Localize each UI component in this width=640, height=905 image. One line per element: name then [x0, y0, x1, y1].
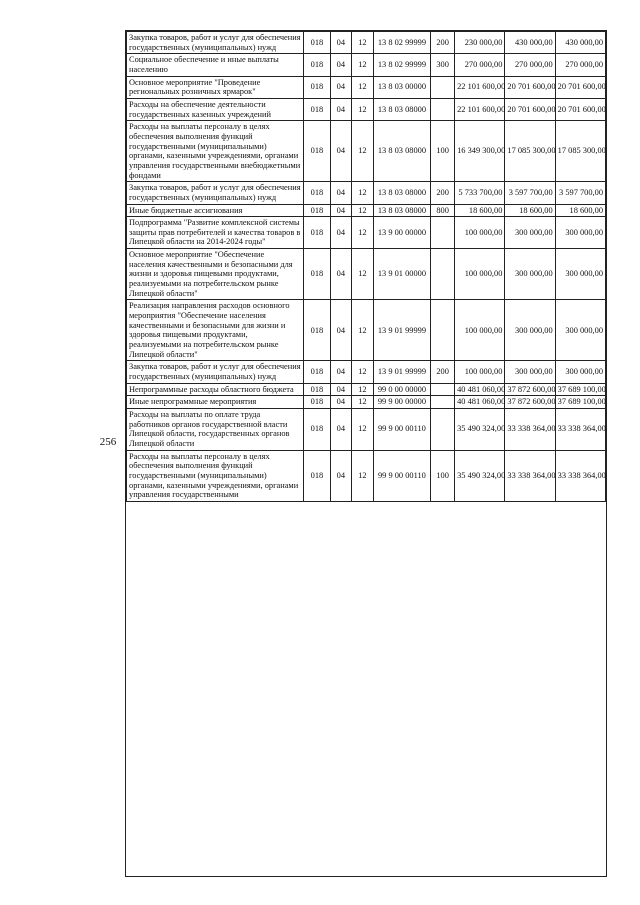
expense-type-cell: 200 — [431, 32, 455, 54]
admin-code-cell: 018 — [304, 249, 330, 300]
target-article-cell: 13 8 02 99999 — [373, 32, 430, 54]
amount-3-cell: 300 000,00 — [555, 217, 605, 249]
amount-3-cell: 17 085 300,00 — [555, 121, 605, 182]
amount-2-cell: 20 701 600,00 — [505, 98, 555, 120]
section-code-cell: 04 — [330, 361, 352, 383]
amount-3-cell: 3 597 700,00 — [555, 182, 605, 204]
expense-type-cell: 100 — [431, 121, 455, 182]
amount-1-cell: 22 101 600,00 — [455, 98, 505, 120]
table-row — [127, 54, 606, 76]
subsection-code-cell: 12 — [352, 408, 374, 450]
expense-type-cell: 100 — [431, 450, 455, 501]
expense-type-cell: 200 — [431, 182, 455, 204]
table-row — [127, 204, 606, 217]
target-article-cell: 13 8 03 08000 — [373, 98, 430, 120]
target-article-cell: 13 8 03 00000 — [373, 76, 430, 98]
table-row — [127, 217, 606, 249]
section-code-cell: 04 — [330, 204, 352, 217]
target-article-cell: 13 8 03 08000 — [373, 121, 430, 182]
amount-1-cell: 18 600,00 — [455, 204, 505, 217]
subsection-code-cell: 12 — [352, 54, 374, 76]
target-article-cell: 13 9 00 00000 — [373, 217, 430, 249]
table-row — [127, 98, 606, 120]
expense-type-cell — [431, 408, 455, 450]
amount-1-cell: 270 000,00 — [455, 54, 505, 76]
amount-3-cell: 300 000,00 — [555, 249, 605, 300]
table-row — [127, 361, 606, 383]
target-article-cell: 13 8 03 08000 — [373, 182, 430, 204]
budget-table-body — [127, 32, 606, 502]
admin-code-cell: 018 — [304, 396, 330, 409]
budget-table-frame — [125, 30, 607, 877]
table-row — [127, 182, 606, 204]
admin-code-cell: 018 — [304, 182, 330, 204]
amount-3-cell: 20 701 600,00 — [555, 98, 605, 120]
amount-1-cell: 230 000,00 — [455, 32, 505, 54]
admin-code-cell: 018 — [304, 408, 330, 450]
target-article-cell: 99 9 00 00110 — [373, 408, 430, 450]
section-code-cell: 04 — [330, 408, 352, 450]
amount-1-cell: 100 000,00 — [455, 300, 505, 361]
table-row — [127, 249, 606, 300]
expense-name-cell: Расходы на выплаты по оплате труда работников органов государственной власти Липецкой области, государственных органов Липецкой области — [127, 408, 304, 450]
target-article-cell: 99 9 00 00110 — [373, 450, 430, 501]
amount-3-cell: 33 338 364,00 — [555, 450, 605, 501]
subsection-code-cell: 12 — [352, 383, 374, 396]
target-article-cell: 13 9 01 99999 — [373, 300, 430, 361]
target-article-cell: 13 9 01 99999 — [373, 361, 430, 383]
amount-2-cell: 33 338 364,00 — [505, 450, 555, 501]
admin-code-cell: 018 — [304, 121, 330, 182]
amount-2-cell: 18 600,00 — [505, 204, 555, 217]
admin-code-cell: 018 — [304, 54, 330, 76]
amount-1-cell: 100 000,00 — [455, 361, 505, 383]
expense-name-cell: Иные непрограммные мероприятия — [127, 396, 304, 409]
expense-name-cell: Расходы на обеспечение деятельности государственных казенных учреждений — [127, 98, 304, 120]
admin-code-cell: 018 — [304, 76, 330, 98]
amount-3-cell: 430 000,00 — [555, 32, 605, 54]
amount-2-cell: 270 000,00 — [505, 54, 555, 76]
expense-name-cell: Основное мероприятие "Обеспечение населения качественными и безопасными для жизни и здоровья пищевыми продуктами, реализуемыми на потребительском рынке Липецкой области" — [127, 249, 304, 300]
amount-1-cell: 40 481 060,00 — [455, 396, 505, 409]
section-code-cell: 04 — [330, 383, 352, 396]
subsection-code-cell: 12 — [352, 121, 374, 182]
amount-2-cell: 33 338 364,00 — [505, 408, 555, 450]
expense-name-cell: Закупка товаров, работ и услуг для обеспечения государственных (муниципальных) нужд — [127, 32, 304, 54]
amount-2-cell: 17 085 300,00 — [505, 121, 555, 182]
subsection-code-cell: 12 — [352, 182, 374, 204]
section-code-cell: 04 — [330, 396, 352, 409]
amount-3-cell: 37 689 100,00 — [555, 383, 605, 396]
subsection-code-cell: 12 — [352, 300, 374, 361]
expense-name-cell: Основное мероприятие "Проведение региональных розничных ярмарок" — [127, 76, 304, 98]
amount-3-cell: 20 701 600,00 — [555, 76, 605, 98]
section-code-cell: 04 — [330, 249, 352, 300]
section-code-cell: 04 — [330, 121, 352, 182]
expense-type-cell — [431, 217, 455, 249]
target-article-cell: 13 8 03 08000 — [373, 204, 430, 217]
subsection-code-cell: 12 — [352, 396, 374, 409]
subsection-code-cell: 12 — [352, 32, 374, 54]
expense-name-cell: Социальное обеспечение и иные выплаты населению — [127, 54, 304, 76]
table-row — [127, 300, 606, 361]
amount-3-cell: 18 600,00 — [555, 204, 605, 217]
expense-name-cell: Расходы на выплаты персоналу в целях обеспечения выполнения функций государственными (муниципальными) органами, казенными учреждениями, органами управления государственными внебюджетными фондами — [127, 121, 304, 182]
admin-code-cell: 018 — [304, 32, 330, 54]
section-code-cell: 04 — [330, 182, 352, 204]
amount-2-cell: 3 597 700,00 — [505, 182, 555, 204]
section-code-cell: 04 — [330, 217, 352, 249]
expense-type-cell: 300 — [431, 54, 455, 76]
amount-2-cell: 300 000,00 — [505, 300, 555, 361]
amount-1-cell: 100 000,00 — [455, 249, 505, 300]
amount-1-cell: 100 000,00 — [455, 217, 505, 249]
page-number: 256 — [99, 436, 117, 448]
admin-code-cell: 018 — [304, 300, 330, 361]
table-row — [127, 121, 606, 182]
admin-code-cell: 018 — [304, 204, 330, 217]
amount-3-cell: 37 689 100,00 — [555, 396, 605, 409]
amount-3-cell: 300 000,00 — [555, 300, 605, 361]
expense-type-cell — [431, 98, 455, 120]
amount-2-cell: 300 000,00 — [505, 249, 555, 300]
amount-1-cell: 16 349 300,00 — [455, 121, 505, 182]
table-row — [127, 383, 606, 396]
expense-type-cell — [431, 396, 455, 409]
subsection-code-cell: 12 — [352, 361, 374, 383]
subsection-code-cell: 12 — [352, 204, 374, 217]
expense-name-cell: Иные бюджетные ассигнования — [127, 204, 304, 217]
expense-name-cell: Реализация направления расходов основного мероприятия "Обеспечение населения качественными и безопасными для жизни и здоровья пищевыми продуктами, реализуемыми на потребительском рынке Липецкой области" — [127, 300, 304, 361]
expense-type-cell — [431, 249, 455, 300]
table-row — [127, 396, 606, 409]
amount-2-cell: 430 000,00 — [505, 32, 555, 54]
amount-2-cell: 37 872 600,00 — [505, 396, 555, 409]
target-article-cell: 99 9 00 00000 — [373, 396, 430, 409]
amount-1-cell: 40 481 060,00 — [455, 383, 505, 396]
section-code-cell: 04 — [330, 450, 352, 501]
amount-1-cell: 35 490 324,00 — [455, 408, 505, 450]
amount-2-cell: 37 872 600,00 — [505, 383, 555, 396]
expense-name-cell: Закупка товаров, работ и услуг для обеспечения государственных (муниципальных) нужд — [127, 182, 304, 204]
subsection-code-cell: 12 — [352, 76, 374, 98]
amount-1-cell: 22 101 600,00 — [455, 76, 505, 98]
admin-code-cell: 018 — [304, 383, 330, 396]
admin-code-cell: 018 — [304, 98, 330, 120]
table-row — [127, 32, 606, 54]
expense-name-cell: Подпрограмма "Развитие комплексной системы защиты прав потребителей и качества товаров в Липецкой области на 2014-2024 годы" — [127, 217, 304, 249]
expense-name-cell: Закупка товаров, работ и услуг для обеспечения государственных (муниципальных) нужд — [127, 361, 304, 383]
expense-type-cell: 800 — [431, 204, 455, 217]
target-article-cell: 13 8 02 99999 — [373, 54, 430, 76]
amount-3-cell: 270 000,00 — [555, 54, 605, 76]
target-article-cell: 13 9 01 00000 — [373, 249, 430, 300]
amount-1-cell: 5 733 700,00 — [455, 182, 505, 204]
expense-name-cell: Расходы на выплаты персоналу в целях обеспечения выполнения функций государственными (муниципальными) органами, казенными учреждениями, органами управления государственными — [127, 450, 304, 501]
amount-2-cell: 300 000,00 — [505, 217, 555, 249]
section-code-cell: 04 — [330, 54, 352, 76]
section-code-cell: 04 — [330, 32, 352, 54]
subsection-code-cell: 12 — [352, 217, 374, 249]
section-code-cell: 04 — [330, 300, 352, 361]
table-row — [127, 450, 606, 501]
target-article-cell: 99 0 00 00000 — [373, 383, 430, 396]
budget-table — [126, 31, 606, 502]
expense-type-cell — [431, 76, 455, 98]
amount-2-cell: 300 000,00 — [505, 361, 555, 383]
subsection-code-cell: 12 — [352, 249, 374, 300]
table-row — [127, 76, 606, 98]
admin-code-cell: 018 — [304, 361, 330, 383]
section-code-cell: 04 — [330, 98, 352, 120]
admin-code-cell: 018 — [304, 450, 330, 501]
amount-3-cell: 300 000,00 — [555, 361, 605, 383]
expense-type-cell: 200 — [431, 361, 455, 383]
table-row — [127, 408, 606, 450]
expense-type-cell — [431, 383, 455, 396]
admin-code-cell: 018 — [304, 217, 330, 249]
amount-3-cell: 33 338 364,00 — [555, 408, 605, 450]
expense-name-cell: Непрограммные расходы областного бюджета — [127, 383, 304, 396]
expense-type-cell — [431, 300, 455, 361]
amount-1-cell: 35 490 324,00 — [455, 450, 505, 501]
section-code-cell: 04 — [330, 76, 352, 98]
amount-2-cell: 20 701 600,00 — [505, 76, 555, 98]
subsection-code-cell: 12 — [352, 450, 374, 501]
subsection-code-cell: 12 — [352, 98, 374, 120]
